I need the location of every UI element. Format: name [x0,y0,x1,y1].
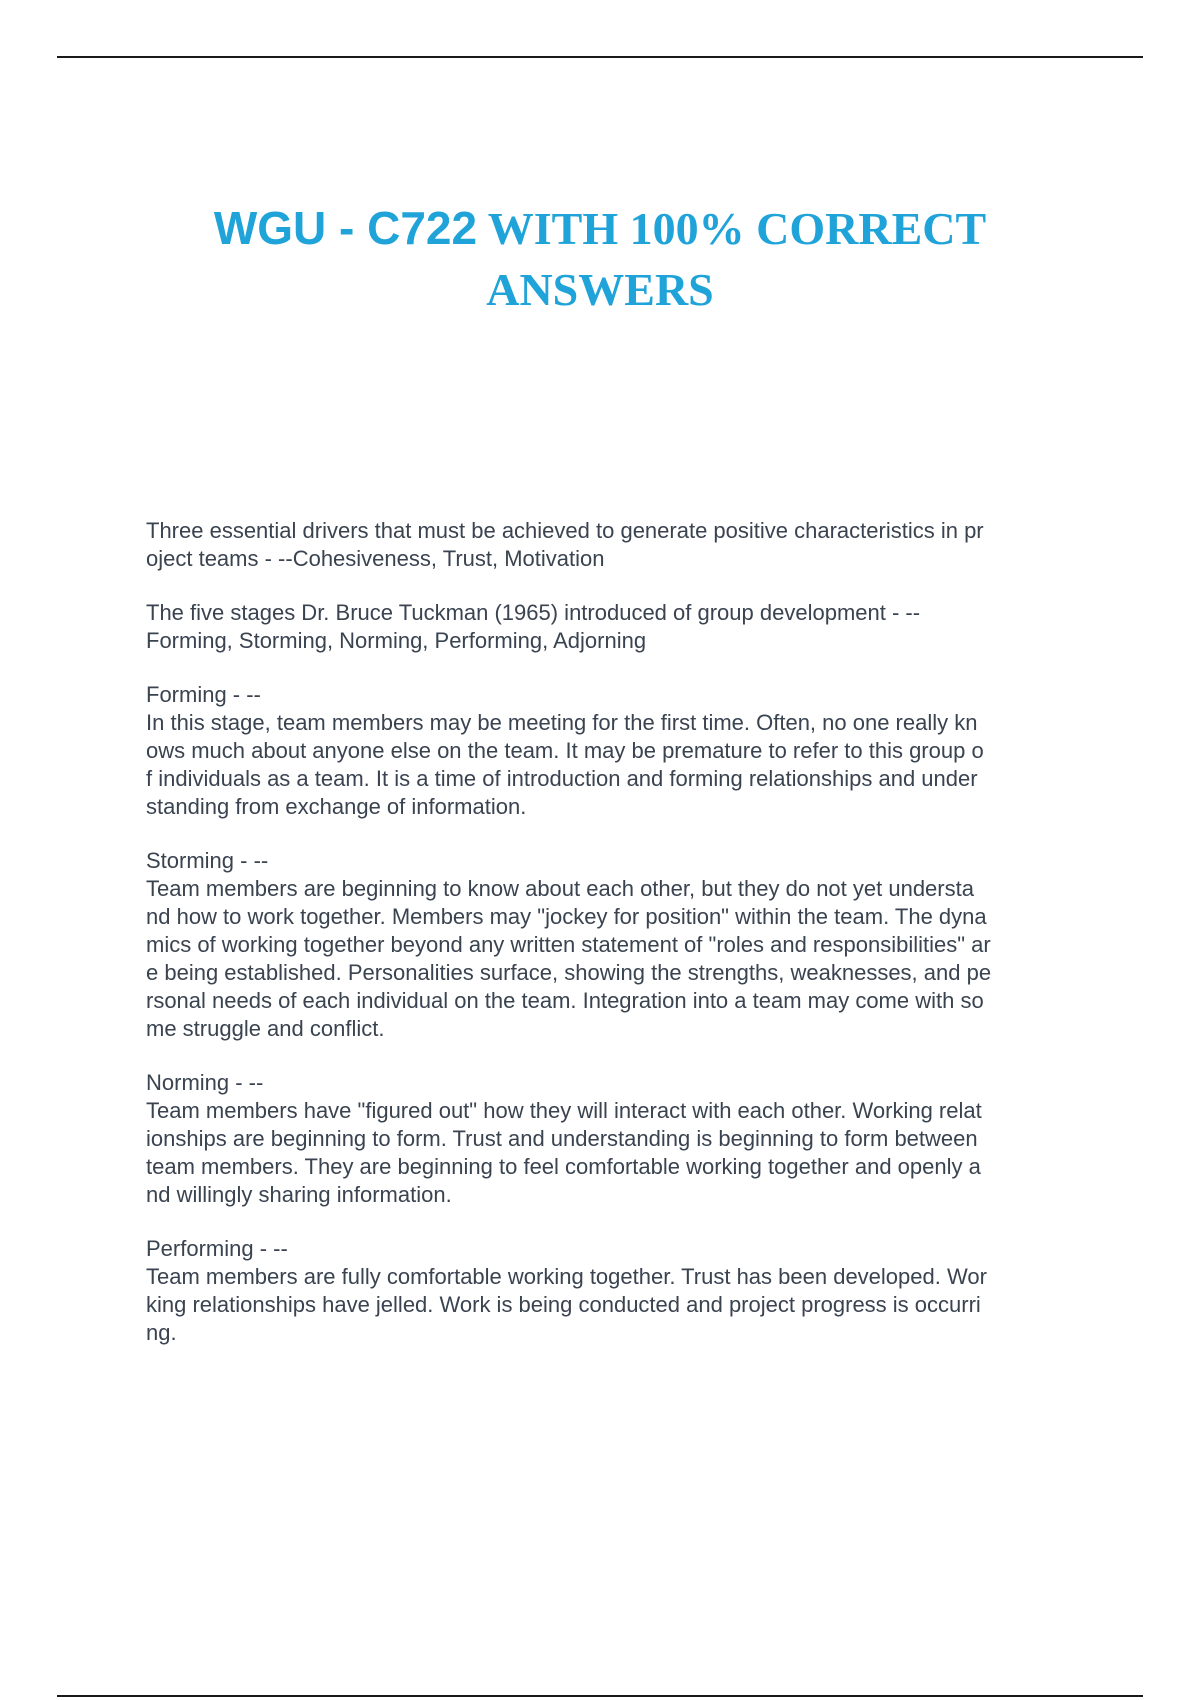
entry-norming [146,1069,1096,1209]
page-title [100,198,1100,320]
text-line: nd how to work together. Members may "jockey for position" within the team. The dyna [146,904,987,929]
bottom-rule [57,1695,1143,1697]
title-subtitle: WITH 100% CORRECT ANSWERS [477,203,987,315]
term-heading: Performing - -- [146,1236,288,1261]
text-line: king relationships have jelled. Work is being conducted and project progress is occurri [146,1292,981,1317]
entry-drivers [146,517,1096,573]
text-line: The five stages Dr. Bruce Tuckman (1965) introduced of group development - -- [146,600,921,625]
text-line: mics of working together beyond any written statement of "roles and responsibilities" ar [146,932,991,957]
entry-performing [146,1235,1096,1347]
term-heading: Storming - -- [146,848,269,873]
text-line: me struggle and conflict. [146,1016,385,1041]
text-line: nd willingly sharing information. [146,1182,452,1207]
term-heading: Norming - -- [146,1070,264,1095]
text-line: Forming, Storming, Norming, Performing, Adjorning [146,628,647,653]
text-line: rsonal needs of each individual on the team. Integration into a team may come with so [146,988,984,1013]
text-line: In this stage, team members may be meeting for the first time. Often, no one really kn [146,710,978,735]
text-line: e being established. Personalities surface, showing the strengths, weaknesses, and pe [146,960,992,985]
text-line: oject teams - --Cohesiveness, Trust, Motivation [146,546,605,571]
text-line: ionships are beginning to form. Trust and understanding is beginning to form between [146,1126,978,1151]
text-line: Team members are beginning to know about each other, but they do not yet understa [146,876,974,901]
entry-storming [146,847,1096,1043]
text-line: Three essential drivers that must be achieved to generate positive characteristics in pr [146,518,984,543]
text-line: f individuals as a team. It is a time of introduction and forming relationships and under [146,766,978,791]
text-line: ows much about anyone else on the team. It may be premature to refer to this group o [146,738,984,763]
text-line: ng. [146,1320,177,1345]
entry-forming [146,681,1096,821]
entry-stages [146,599,1096,655]
document-body [146,517,1096,1373]
text-line: Team members have "figured out" how they will interact with each other. Working relat [146,1098,982,1123]
text-line: team members. They are beginning to feel comfortable working together and openly a [146,1154,981,1179]
title-course-code: WGU - C722 [213,202,478,254]
top-rule [57,56,1143,58]
text-line: Team members are fully comfortable working together. Trust has been developed. Wor [146,1264,987,1289]
term-heading: Forming - -- [146,682,261,707]
text-line: standing from exchange of information. [146,794,527,819]
